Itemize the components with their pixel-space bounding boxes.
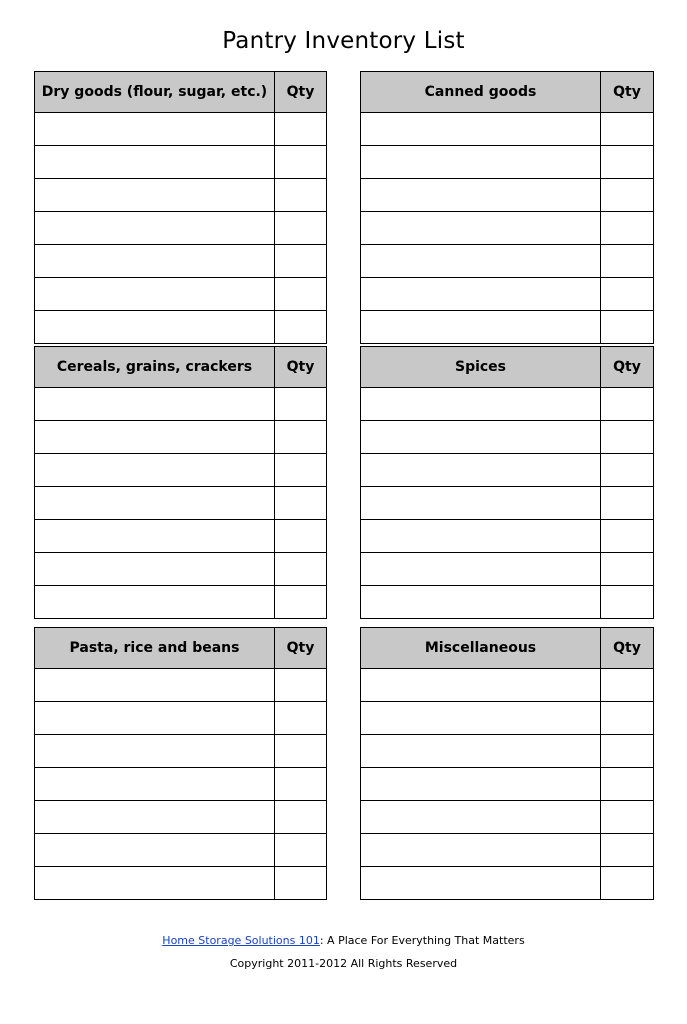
item-cell[interactable] xyxy=(361,520,601,553)
item-cell[interactable] xyxy=(35,245,275,278)
item-cell[interactable] xyxy=(361,834,601,867)
table-header-item: Dry goods (flour, sugar, etc.) xyxy=(35,72,275,113)
table-row xyxy=(361,146,654,179)
table-row xyxy=(361,520,654,553)
qty-cell[interactable] xyxy=(601,553,654,586)
table-header-qty: Qty xyxy=(601,347,654,388)
item-cell[interactable] xyxy=(361,454,601,487)
table-row xyxy=(361,867,654,900)
item-cell[interactable] xyxy=(35,212,275,245)
table-row xyxy=(361,278,654,311)
table-row xyxy=(35,553,327,586)
table-row xyxy=(35,520,327,553)
qty-cell[interactable] xyxy=(275,801,327,834)
item-cell[interactable] xyxy=(35,278,275,311)
qty-cell[interactable] xyxy=(601,867,654,900)
item-cell[interactable] xyxy=(35,768,275,801)
qty-cell[interactable] xyxy=(275,586,327,619)
qty-cell[interactable] xyxy=(601,735,654,768)
table-row xyxy=(35,421,327,454)
qty-cell[interactable] xyxy=(275,520,327,553)
item-cell[interactable] xyxy=(35,113,275,146)
qty-cell[interactable] xyxy=(601,311,654,344)
table-row xyxy=(361,801,654,834)
item-cell[interactable] xyxy=(361,768,601,801)
table-header-item: Miscellaneous xyxy=(361,628,601,669)
table-row xyxy=(35,487,327,520)
item-cell[interactable] xyxy=(361,311,601,344)
table-row xyxy=(35,586,327,619)
table-row xyxy=(361,669,654,702)
table-row xyxy=(361,702,654,735)
table-row xyxy=(361,311,654,344)
table-header-qty: Qty xyxy=(601,72,654,113)
item-cell[interactable] xyxy=(361,113,601,146)
qty-cell[interactable] xyxy=(601,388,654,421)
item-cell[interactable] xyxy=(35,669,275,702)
table-row xyxy=(35,867,327,900)
qty-cell[interactable] xyxy=(275,421,327,454)
table-row xyxy=(361,421,654,454)
item-cell[interactable] xyxy=(361,735,601,768)
item-cell[interactable] xyxy=(361,421,601,454)
item-cell[interactable] xyxy=(361,867,601,900)
table-dry-goods xyxy=(34,71,327,344)
table-row xyxy=(35,454,327,487)
table-row xyxy=(361,735,654,768)
table-row xyxy=(361,388,654,421)
table-row xyxy=(35,735,327,768)
qty-cell[interactable] xyxy=(275,735,327,768)
item-cell[interactable] xyxy=(35,735,275,768)
qty-cell[interactable] xyxy=(275,113,327,146)
table-header-item: Spices xyxy=(361,347,601,388)
qty-cell[interactable] xyxy=(601,212,654,245)
qty-cell[interactable] xyxy=(275,487,327,520)
qty-cell[interactable] xyxy=(601,179,654,212)
table-row xyxy=(361,245,654,278)
item-cell[interactable] xyxy=(361,669,601,702)
item-cell[interactable] xyxy=(35,487,275,520)
qty-cell[interactable] xyxy=(275,311,327,344)
qty-cell[interactable] xyxy=(275,146,327,179)
item-cell[interactable] xyxy=(35,867,275,900)
table-row xyxy=(361,553,654,586)
qty-cell[interactable] xyxy=(275,553,327,586)
table-row xyxy=(361,487,654,520)
table-row xyxy=(35,669,327,702)
item-cell[interactable] xyxy=(35,421,275,454)
item-cell[interactable] xyxy=(35,586,275,619)
table-miscellaneous xyxy=(360,627,654,900)
qty-cell[interactable] xyxy=(601,801,654,834)
table-header-item: Canned goods xyxy=(361,72,601,113)
table-pasta-rice-beans xyxy=(34,627,327,900)
item-cell[interactable] xyxy=(35,179,275,212)
table-row xyxy=(35,388,327,421)
table-header-qty: Qty xyxy=(275,72,327,113)
table-row xyxy=(361,834,654,867)
qty-cell[interactable] xyxy=(601,702,654,735)
table-row xyxy=(35,702,327,735)
qty-cell[interactable] xyxy=(275,245,327,278)
qty-cell[interactable] xyxy=(601,245,654,278)
qty-cell[interactable] xyxy=(601,768,654,801)
qty-cell[interactable] xyxy=(601,520,654,553)
table-row xyxy=(35,113,327,146)
qty-cell[interactable] xyxy=(601,487,654,520)
footer-link[interactable]: Home Storage Solutions 101 xyxy=(162,934,320,947)
footer-copyright: Copyright 2011-2012 All Rights Reserved xyxy=(229,957,458,970)
item-cell[interactable] xyxy=(35,702,275,735)
item-cell[interactable] xyxy=(35,146,275,179)
item-cell[interactable] xyxy=(361,146,601,179)
qty-cell[interactable] xyxy=(275,179,327,212)
qty-cell[interactable] xyxy=(275,867,327,900)
footer-tagline: : A Place For Everything That Matters xyxy=(319,934,525,947)
item-cell[interactable] xyxy=(361,179,601,212)
qty-cell[interactable] xyxy=(601,454,654,487)
page-title: Pantry Inventory List xyxy=(222,28,465,54)
table-header-item: Pasta, rice and beans xyxy=(35,628,275,669)
table-cereals xyxy=(34,346,327,619)
qty-cell[interactable] xyxy=(275,212,327,245)
table-row xyxy=(35,801,327,834)
table-row xyxy=(35,245,327,278)
table-row xyxy=(361,768,654,801)
table-header-qty: Qty xyxy=(275,628,327,669)
qty-cell[interactable] xyxy=(275,388,327,421)
table-row xyxy=(361,212,654,245)
item-cell[interactable] xyxy=(35,801,275,834)
qty-cell[interactable] xyxy=(601,669,654,702)
qty-cell[interactable] xyxy=(601,586,654,619)
item-cell[interactable] xyxy=(361,702,601,735)
qty-cell[interactable] xyxy=(601,146,654,179)
table-canned-goods xyxy=(360,71,654,344)
table-row xyxy=(361,179,654,212)
qty-cell[interactable] xyxy=(275,702,327,735)
item-cell[interactable] xyxy=(361,212,601,245)
qty-cell[interactable] xyxy=(601,278,654,311)
qty-cell[interactable] xyxy=(275,669,327,702)
item-cell[interactable] xyxy=(35,520,275,553)
item-cell[interactable] xyxy=(35,388,275,421)
item-cell[interactable] xyxy=(35,311,275,344)
item-cell[interactable] xyxy=(361,487,601,520)
table-header-qty: Qty xyxy=(601,628,654,669)
qty-cell[interactable] xyxy=(275,278,327,311)
table-row xyxy=(35,311,327,344)
qty-cell[interactable] xyxy=(601,834,654,867)
item-cell[interactable] xyxy=(361,388,601,421)
qty-cell[interactable] xyxy=(275,454,327,487)
table-row xyxy=(35,146,327,179)
qty-cell[interactable] xyxy=(275,768,327,801)
table-row xyxy=(35,768,327,801)
table-row xyxy=(35,278,327,311)
table-spices xyxy=(360,346,654,619)
table-row xyxy=(361,454,654,487)
item-cell[interactable] xyxy=(35,834,275,867)
item-cell[interactable] xyxy=(361,278,601,311)
table-row xyxy=(35,212,327,245)
item-cell[interactable] xyxy=(361,586,601,619)
item-cell[interactable] xyxy=(35,553,275,586)
table-row xyxy=(35,834,327,867)
item-cell[interactable] xyxy=(361,553,601,586)
item-cell[interactable] xyxy=(35,454,275,487)
table-row xyxy=(361,586,654,619)
qty-cell[interactable] xyxy=(601,421,654,454)
table-row xyxy=(35,179,327,212)
table-header-item: Cereals, grains, crackers xyxy=(35,347,275,388)
item-cell[interactable] xyxy=(361,245,601,278)
footer-line-1 xyxy=(0,934,687,947)
qty-cell[interactable] xyxy=(601,113,654,146)
qty-cell[interactable] xyxy=(275,834,327,867)
table-row xyxy=(361,113,654,146)
item-cell[interactable] xyxy=(361,801,601,834)
table-header-qty: Qty xyxy=(275,347,327,388)
